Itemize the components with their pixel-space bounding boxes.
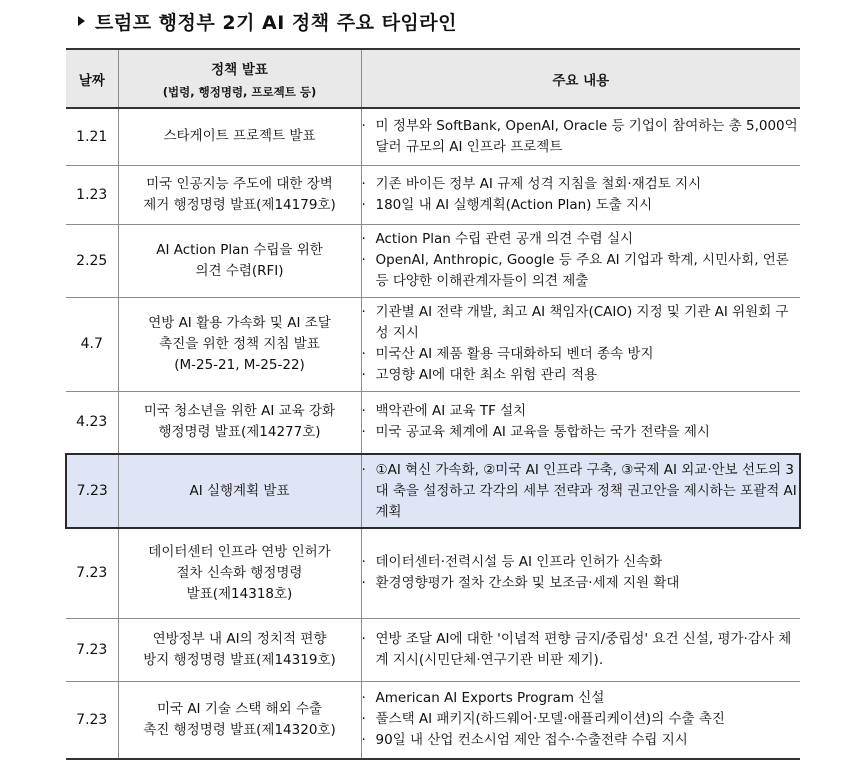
bullet-dot-icon: · <box>361 424 366 441</box>
timeline-table <box>65 48 801 760</box>
bullet-dot-icon: · <box>361 461 366 478</box>
bullet-text: 백악관에 AI 교육 TF 설치 <box>375 403 527 420</box>
policy-cell <box>118 391 361 454</box>
policy-line: 촉진 행정명령 발표(제14320호) <box>143 721 336 738</box>
content-cell <box>361 618 800 681</box>
content-cell <box>361 391 800 454</box>
policy-cell <box>118 165 361 224</box>
bullet-dot-icon: · <box>361 630 366 647</box>
policy-line: 스타게이트 프로젝트 발표 <box>163 128 316 145</box>
policy-cell <box>118 297 361 391</box>
policy-line: AI Action Plan 수립을 위한 <box>156 241 323 258</box>
bullet-text: 연방 조달 AI에 대한 '이념적 편향 금지/중립성' 요건 신설, 평가·감사 체계 지시(시민단체·연구기관 비판 제기). <box>375 630 792 668</box>
content-cell <box>361 108 800 165</box>
bullet-dot-icon: · <box>361 346 366 362</box>
page-title <box>78 6 457 36</box>
bullet-dot-icon: · <box>361 367 366 383</box>
date-cell: 1.21 <box>66 108 118 165</box>
bullet-text: Action Plan 수립 관련 공개 의견 수렴 실시 <box>375 231 634 247</box>
date-cell: 1.23 <box>66 165 118 224</box>
timeline-row <box>66 108 800 165</box>
policy-line: 제거 행정명령 발표(제14179호) <box>143 196 336 213</box>
policy-line: 발표(제14318호) <box>186 585 293 602</box>
bullet-item <box>362 629 801 671</box>
policy-line: AI 실행계획 발표 <box>189 482 290 499</box>
header-policy <box>118 49 361 108</box>
bullet-dot-icon: · <box>361 554 366 571</box>
policy-line: 방지 행정명령 발표(제14319호) <box>143 651 336 668</box>
content-cell <box>361 224 800 297</box>
bullet-item <box>362 116 801 158</box>
bullet-item <box>362 709 801 730</box>
header-content: 주요 내용 <box>361 49 800 108</box>
policy-line: 미국 인공지능 주도에 대한 장벽 <box>146 175 333 192</box>
timeline-row <box>66 681 800 759</box>
timeline-row-highlighted <box>66 454 800 528</box>
bullet-item <box>362 229 801 250</box>
bullet-text: 기존 바이든 정부 AI 규제 성격 지침을 철회·재검토 지시 <box>375 175 702 192</box>
policy-line: 미국 AI 기술 스택 해외 수출 <box>156 700 323 717</box>
bullet-text: 데이터센터·전력시설 등 AI 인프라 인허가 신속화 <box>375 554 663 571</box>
date-cell: 4.23 <box>66 391 118 454</box>
policy-cell <box>118 618 361 681</box>
bullet-item <box>362 302 801 344</box>
policy-cell <box>118 454 361 528</box>
bullet-dot-icon: · <box>361 117 366 134</box>
timeline-row <box>66 391 800 454</box>
bullet-text: 180일 내 AI 실행계획(Action Plan) 도출 지시 <box>375 196 653 213</box>
policy-line: 촉진을 위한 정책 지침 발표 <box>159 335 320 352</box>
bullet-dot-icon: · <box>361 575 366 592</box>
bullet-item <box>362 730 801 751</box>
bullet-dot-icon: · <box>361 196 366 213</box>
header-policy-sub: (법령, 행정명령, 프로젝트 등) <box>162 84 317 99</box>
bullet-item <box>362 365 801 386</box>
bullet-item <box>362 174 801 195</box>
bullet-dot-icon: · <box>361 732 366 749</box>
bullet-dot-icon: · <box>361 711 366 728</box>
policy-cell <box>118 528 361 618</box>
date-cell: 7.23 <box>66 528 118 618</box>
triangle-bullet-icon <box>78 16 85 26</box>
date-cell: 4.7 <box>66 297 118 391</box>
timeline-row <box>66 528 800 618</box>
bullet-item <box>362 573 801 594</box>
header-date: 날짜 <box>66 49 118 108</box>
bullet-text: 미국 공교육 체계에 AI 교육을 통합하는 국가 전략을 제시 <box>375 424 710 441</box>
bullet-text: 풀스택 AI 패키지(하드웨어·모델·애플리케이션)의 수출 촉진 <box>375 711 725 728</box>
policy-line: 연방 AI 활용 가속화 및 AI 조달 <box>148 314 331 331</box>
timeline-row <box>66 224 800 297</box>
policy-cell <box>118 681 361 759</box>
bullet-text: ①AI 혁신 가속화, ②미국 AI 인프라 구축, ③국제 AI 외교·안보 선도의 3대 축을 설정하고 각각의 세부 전략과 정책 권고안을 제시하는 포괄적 AI 계획 <box>375 461 797 520</box>
date-cell: 2.25 <box>66 224 118 297</box>
content-cell <box>361 454 800 528</box>
bullet-item <box>362 195 801 216</box>
bullet-text: 미국산 AI 제품 활용 극대화하되 벤더 종속 방지 <box>375 346 654 362</box>
policy-line: 데이터센터 인프라 연방 인허가 <box>148 543 331 560</box>
timeline-row <box>66 297 800 391</box>
policy-line: 절차 신속화 행정명령 <box>176 564 303 581</box>
bullet-item <box>362 401 801 422</box>
bullet-text: 환경영향평가 절차 간소화 및 보조금·세제 지원 확대 <box>375 575 680 592</box>
date-cell: 7.23 <box>66 454 118 528</box>
policy-cell <box>118 224 361 297</box>
bullet-item <box>362 344 801 365</box>
policy-cell <box>118 108 361 165</box>
bullet-text: American AI Exports Program 신설 <box>375 690 605 707</box>
content-cell <box>361 528 800 618</box>
bullet-dot-icon: · <box>361 403 366 420</box>
header-row <box>66 49 800 108</box>
bullet-dot-icon: · <box>361 304 366 320</box>
policy-line: (M-25-21, M-25-22) <box>174 356 305 373</box>
content-cell <box>361 165 800 224</box>
bullet-text: 기관별 AI 전략 개발, 최고 AI 책임자(CAIO) 지정 및 기관 AI 위원회 구성 지시 <box>375 304 789 341</box>
date-cell: 7.23 <box>66 618 118 681</box>
page-title-text: 트럼프 행정부 2기 AI 정책 주요 타임라인 <box>95 11 457 34</box>
bullet-item <box>362 250 801 292</box>
bullet-dot-icon: · <box>361 690 366 707</box>
content-cell <box>361 681 800 759</box>
bullet-item <box>362 552 801 573</box>
policy-line: 행정명령 발표(제14277호) <box>158 424 321 441</box>
timeline-row <box>66 618 800 681</box>
bullet-dot-icon: · <box>361 231 366 247</box>
policy-line: 미국 청소년을 위한 AI 교육 강화 <box>143 403 336 420</box>
bullet-dot-icon: · <box>361 252 366 268</box>
policy-line: 의견 수렴(RFI) <box>195 262 284 279</box>
bullet-text: 미 정부와 SoftBank, OpenAI, Oracle 등 기업이 참여하는 총 5,000억 달러 규모의 AI 인프라 프로젝트 <box>375 117 798 155</box>
bullet-item <box>362 422 801 443</box>
bullet-item <box>362 688 801 709</box>
date-cell: 7.23 <box>66 681 118 759</box>
bullet-text: 90일 내 산업 컨소시엄 제안 접수·수출전략 수립 지시 <box>375 732 688 749</box>
bullet-text: OpenAI, Anthropic, Google 등 주요 AI 기업과 학계, 시민사회, 언론 등 다양한 이해관계자들이 의견 제출 <box>375 252 789 289</box>
header-policy-label: 정책 발표 <box>211 61 268 78</box>
content-cell <box>361 297 800 391</box>
timeline-row <box>66 165 800 224</box>
bullet-dot-icon: · <box>361 175 366 192</box>
bullet-item <box>362 460 800 523</box>
bullet-text: 고영향 AI에 대한 최소 위험 관리 적용 <box>375 367 598 383</box>
policy-line: 연방정부 내 AI의 정치적 편향 <box>152 630 327 647</box>
